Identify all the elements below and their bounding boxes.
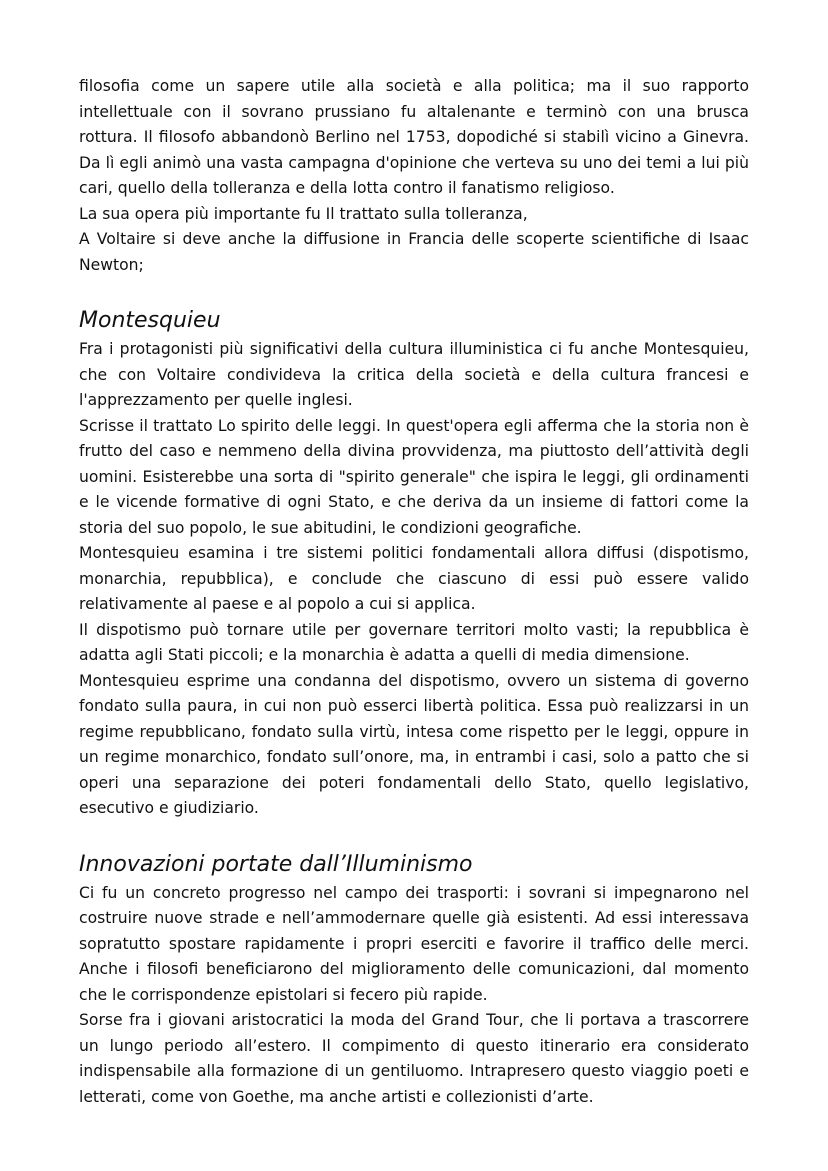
intro-paragraph: A Voltaire si deve anche la diffusione in Francia delle scoperte scientifiche di Isaac Newton; <box>79 230 749 274</box>
section-title-montesquieu: Montesquieu <box>79 308 221 333</box>
document-page <box>79 74 749 1110</box>
montesquieu-paragraph: Scrisse il trattato Lo spirito delle leggi. In quest'opera egli afferma che la storia non è frutto del caso e nemmeno della divina provvidenza, ma piuttosto dell’attività degli uomini. Esisterebbe una sorta di "spirito generale" che ispira le leggi, gli ordinamenti e le vicende formative di ogni Stato, e che deriva da un insieme di fattori come la storia del suo popolo, le sue abitudini, le condizioni geografiche. <box>79 416 749 537</box>
innovazioni-paragraph: Sorse fra i giovani aristocratici la moda del Grand Tour, che li portava a trascorrere un lungo periodo all’estero. Il compimento di questo itinerario era considerato indispensabile alla formazione di un gentiluomo. Intrapresero questo viaggio poeti e letterati, come von Goethe, ma anche artisti e collezionisti d’arte. <box>79 1011 749 1106</box>
intro-paragraph: filosofia come un sapere utile alla società e alla politica; ma il suo rapporto intellettuale con il sovrano prussiano fu altalenante e terminò con una brusca rottura. Il filosofo abbandonò Berlino nel 1753, dopodiché si stabilì vicino a Ginevra. Da lì egli animò una vasta campagna d'opinione che verteva su uno dei temi a lui più cari, quello della tolleranza e della lotta contro il fanatismo religioso. <box>79 77 749 197</box>
montesquieu-paragraph: Il dispotismo può tornare utile per governare territori molto vasti; la repubblica è adatta agli Stati piccoli; e la monarchia è adatta a quelli di media dimensione. <box>79 620 749 664</box>
montesquieu-paragraph: Fra i protagonisti più significativi della cultura illuministica ci fu anche Montesquieu, che con Voltaire condivideva la critica della società e della cultura francesi e l'apprezzamento per quelle inglesi. <box>79 340 749 409</box>
innovazioni-paragraph: Ci fu un concreto progresso nel campo dei trasporti: i sovrani si impegnarono nel costruire nuove strade e nell’ammodernare quelle già esistenti. Ad essi interessava sopratutto spostare rapidamente i propri eserciti e favorire il traffico delle merci. Anche i filosofi beneficiarono del miglioramento delle comunicazioni, dal momento che le corrispondenze epistolari si fecero più rapide. <box>79 883 749 1004</box>
innovazioni-section <box>79 851 749 1111</box>
montesquieu-paragraph: Montesquieu esprime una condanna del dispotismo, ovvero un sistema di governo fondato sulla paura, in cui non può esserci libertà politica. Essa può realizzarsi in un regime repubblicano, fondato sulla virtù, intesa come rispetto per le leggi, oppure in un regime monarchico, fondato sull’onore, ma, in entrambi i casi, solo a patto che si operi una separazione dei poteri fondamentali dello Stato, quello legislativo, esecutivo e giudiziario. <box>79 671 749 817</box>
intro-paragraph: La sua opera più importante fu Il trattato sulla tolleranza, <box>79 204 528 223</box>
intro-section <box>79 74 749 278</box>
montesquieu-paragraph: Montesquieu esamina i tre sistemi politici fondamentali allora diffusi (dispotismo, monarchia, repubblica), e conclude che ciascuno di essi può essere valido relativamente al paese e al popolo a cui si applica. <box>79 544 749 613</box>
section-title-innovazioni: Innovazioni portate dall’Illuminismo <box>79 851 473 877</box>
montesquieu-section <box>79 307 749 822</box>
